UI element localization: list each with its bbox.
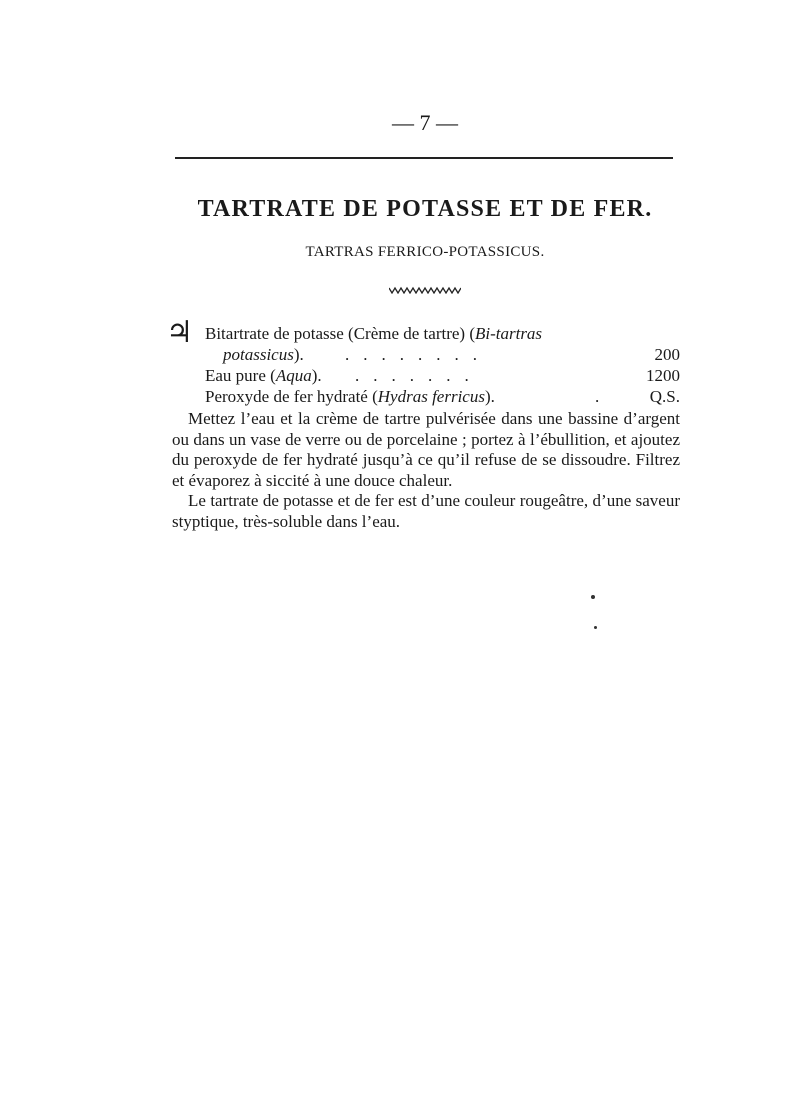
ingredient-name: Bitartrate de potasse (Crème de tartre) ( [205, 324, 475, 343]
ornament-divider [170, 286, 680, 294]
ink-speck [594, 626, 597, 629]
paragraph: Le tartrate de potasse et de fer est d’une couleur rougeâtre, d’une saveur styptique, très-soluble dans l’eau. [172, 491, 680, 531]
ingredient-line [205, 323, 680, 344]
header-rule [175, 157, 673, 159]
ingredient-latin: Aqua [275, 366, 312, 385]
page-number: — 7 — [392, 110, 458, 135]
leader-dots: ....... [355, 366, 483, 385]
ingredient-name: Eau pure ( [205, 366, 276, 385]
leader-dots: ........ [345, 345, 491, 364]
ingredient-punct: ). [311, 366, 322, 385]
ingredient-list [205, 323, 680, 407]
ingredient-latin: Bi-tartras [474, 324, 543, 343]
ingredient-quantity: 1200 [646, 366, 680, 385]
ingredient-latin: Hydras ferricus [377, 387, 485, 406]
recipe-symbol: ♃ [166, 316, 193, 349]
ingredient-line [205, 365, 680, 386]
latin-subtitle: TARTRAS FERRICO-POTASSICUS. [305, 244, 545, 260]
leader-dots: . [595, 387, 614, 406]
ingredient-name: Peroxyde de fer hydraté ( [205, 387, 378, 406]
ink-speck [591, 595, 595, 599]
ingredient-line [205, 344, 680, 365]
paragraph: Mettez l’eau et la crème de tartre pulvérisée dans une bassine d’argent ou dans un vase de verre ou de porcelaine ; portez à l’ébullition, et ajoutez du peroxyde de fer hydraté jusqu’à ce qu’il refuse de se dissoudre. Filtrez et évaporez à siccité à une douce chaleur. [172, 409, 680, 490]
page-title: TARTRATE DE POTASSE ET DE FER. [197, 196, 653, 222]
body-text [172, 409, 680, 532]
ingredient-latin: potassicus [223, 345, 294, 364]
ingredient-punct: ). [484, 387, 495, 406]
ingredient-quantity: Q.S. [649, 387, 680, 406]
ingredient-punct: ). [293, 345, 304, 364]
ingredient-quantity: 200 [654, 345, 680, 364]
ingredient-line [205, 386, 680, 407]
